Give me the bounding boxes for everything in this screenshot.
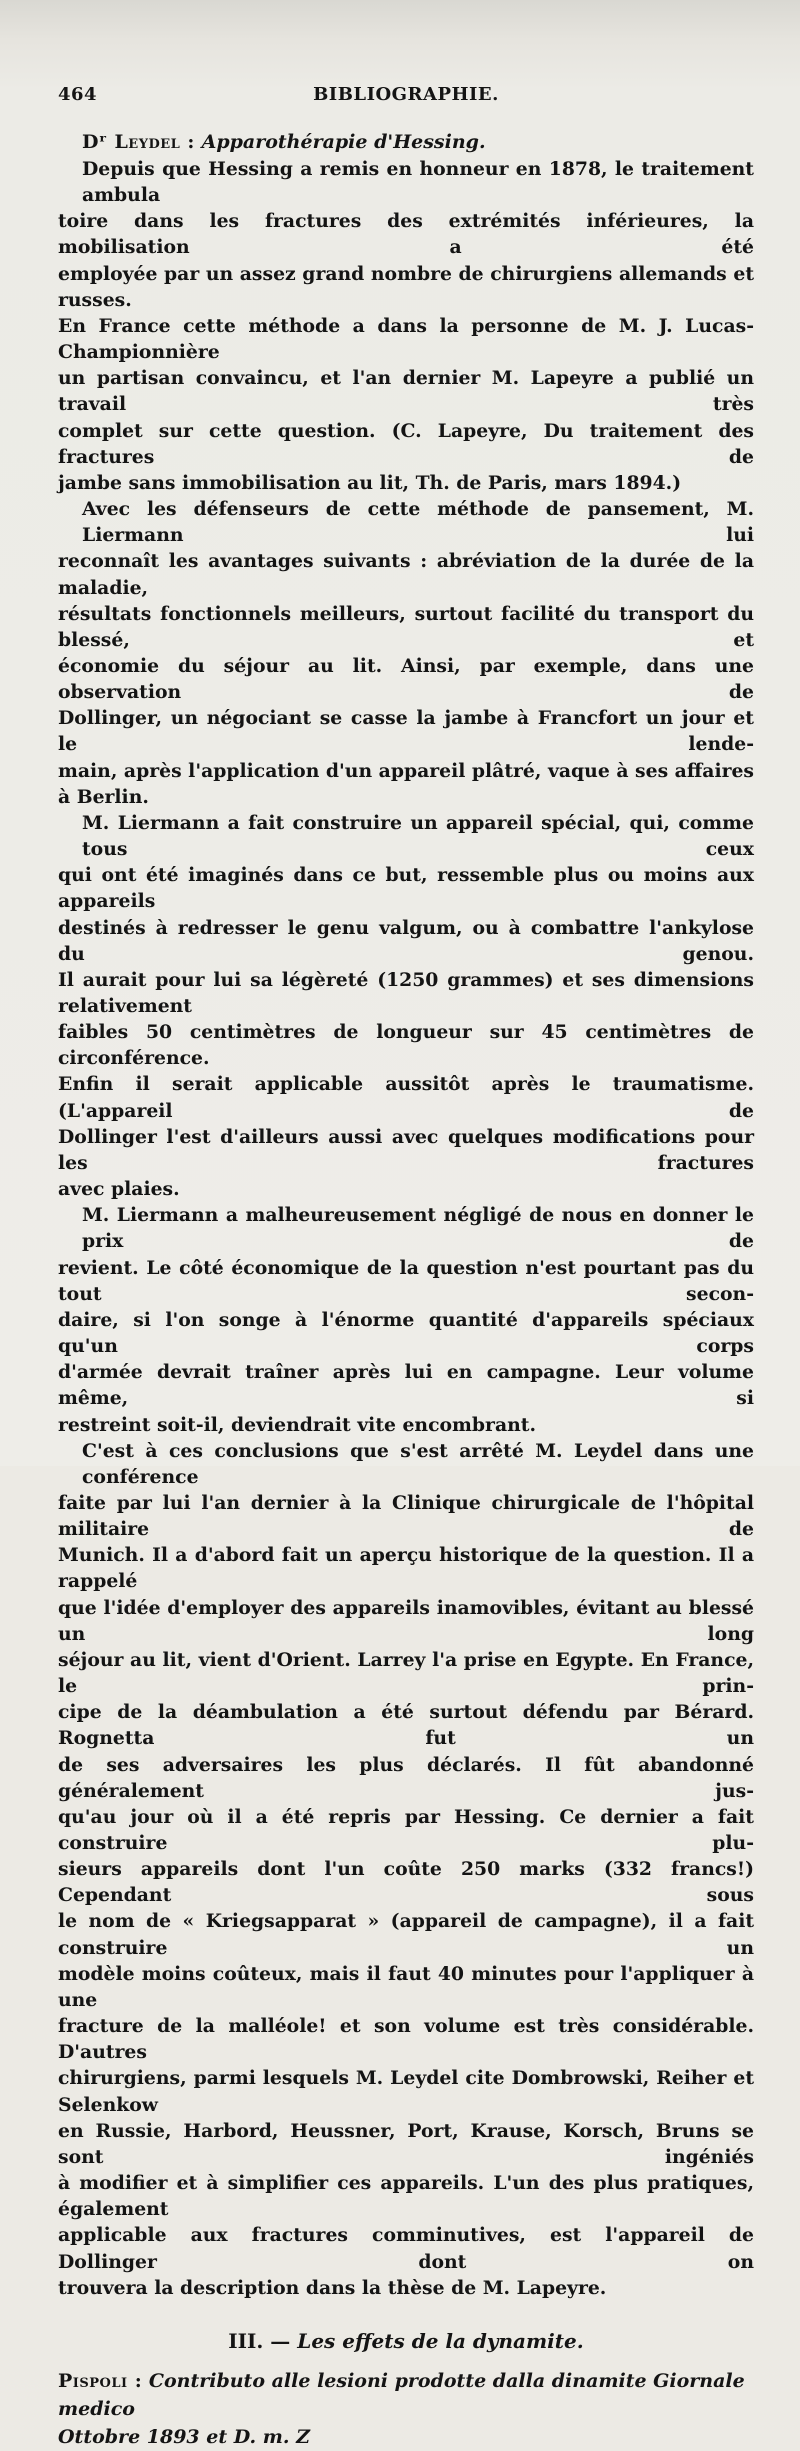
section-number: III. — [228,2328,291,2353]
text-line: à modifier et à simplifier ces appareils. L'un des plus pratiques, également [58,2172,754,2221]
text-line: jambe sans immobilisation au lit, Th. de Paris, mars 1894.) [58,471,682,494]
text-line: économie du séjour au lit. Ainsi, par exemple, dans une observation de [58,654,754,704]
text-line: Dollinger, un négociant se casse la jambe à Francfort un jour et le lende- [58,707,754,756]
text-line: qu'au jour où il a été repris par Hessing. Ce dernier a fait construire plu- [58,1805,754,1854]
entry-author: Dʳ Leydel : [82,131,195,153]
text-line: que l'idée d'employer des appareils inamovibles, évitant au blessé un long [58,1596,754,1645]
text-line: reconnaît les avantages suivants : abréviation de la durée de la maladie, [58,550,754,599]
text-line: employée par un assez grand nombre de chirurgiens allemands et russes. [58,262,754,311]
text-line: Il aurait pour lui sa légèreté (1250 grammes) et ses dimensions relativement [58,968,754,1017]
text-line: modèle moins coûteux, mais il faut 40 minutes pour l'appliquer à une [58,1962,754,2011]
text-line: M. Liermann a fait construire un appareil spécial, qui, comme tous ceux [82,811,754,861]
text-line: faite par lui l'an dernier à la Clinique chirurgicale de l'hôpital militaire de [58,1491,754,1541]
text-line: faibles 50 centimètres de longueur sur 45 centimètres de circonférence. [58,1021,754,1070]
text-line: avec plaies. [58,1178,180,1201]
text-line: résultats fonctionnels meilleurs, surtout facilité du transport du blessé, et [58,602,754,651]
text-line: complet sur cette question. (C. Lapeyre, Du traitement des fractures de [58,419,754,468]
text-line: Enfin il serait applicable aussitôt après le traumatisme. (L'appareil de [58,1073,754,1122]
paragraph [58,810,754,1202]
paragraph [58,1438,754,2301]
entry-title: Contributo alle lesioni prodotte dalla dinamite Giornale medico [58,2369,745,2420]
text-line: daire, si l'on songe à l'énorme quantité d'appareils spéciaux qu'un corps [58,1308,754,1358]
entry-title: Apparothérapie d'Hessing. [201,131,486,153]
text-line: un partisan convaincu, et l'an dernier M. Lapeyre a publié un travail très [58,367,754,416]
page-number: 464 [58,84,98,105]
text-line: qui ont été imaginés dans ce but, ressemble plus ou moins aux appareils [58,864,754,913]
text-line: En France cette méthode a dans la personne de M. J. Lucas-Championnière [58,314,754,364]
text-line: fracture de la malléole! et son volume est très considérable. D'autres [58,2015,754,2064]
entry-author: Pispoli : [58,2369,143,2392]
text-line: cipe de la déambulation a été surtout défendu par Bérard. Rognetta fut un [58,1701,754,1750]
text-line: applicable aux fractures comminutives, est l'appareil de Dollinger dont on [58,2224,754,2273]
text-line: Munich. Il a d'abord fait un aperçu historique de la question. Il a rappelé [58,1544,754,1593]
text-line: Depuis que Hessing a remis en honneur en 1878, le traitement ambula [82,158,754,207]
text-line: trouvera la description dans la thèse de M. Lapeyre. [58,2276,607,2299]
paragraph [58,1202,754,1437]
text-line: en Russie, Harbord, Heussner, Port, Krause, Korsch, Bruns se sont ingéniés [58,2119,754,2168]
paragraph [58,496,754,810]
bibliography-entry [58,2367,754,2451]
text-line: Dollinger l'est d'ailleurs aussi avec quelques modifications pour les fractures [58,1125,754,1174]
section-title: Les effets de la dynamite. [297,2328,584,2353]
text-line: séjour au lit, vient d'Orient. Larrey l'a prise en Egypte. En France, le prin- [58,1648,754,1698]
text-line: de ses adversaires les plus déclarés. Il fût abandonné généralement jus- [58,1753,754,1802]
text-line: le nom de « Kriegsapparat » (appareil de campagne), il a fait construire un [58,1910,754,1959]
text-line: sieurs appareils dont l'un coûte 250 marks (332 francs!) Cependant sous [58,1858,754,1907]
text-line: toire dans les fractures des extrémités inférieures, la mobilisation a été [58,210,754,259]
text-line: restreint soit-il, deviendrait vite encombrant. [58,1413,536,1436]
page-header [58,84,754,124]
paragraph [58,156,754,496]
section-heading [58,2327,754,2355]
text-line: chirurgiens, parmi lesquels M. Leydel cite Dombrowski, Reiher et Selenkow [58,2067,754,2116]
running-title: BIBLIOGRAPHIE. [313,84,499,105]
text-line: revient. Le côté économique de la question n'est pourtant pas du tout secon- [58,1256,754,1305]
article-body [58,156,754,2301]
text-line: Avec les défenseurs de cette méthode de pansement, M. Liermann lui [82,498,754,547]
entry-citation: Ottobre 1893 et D. m. Z [58,2425,310,2448]
entry-heading [82,128,754,156]
text-line: C'est à ces conclusions que s'est arrêté M. Leydel dans une conférence [82,1439,754,1488]
text-line: main, après l'application d'un appareil plâtré, vaque à ses affaires à Berlin. [58,759,754,808]
text-line: d'armée devrait traîner après lui en campagne. Leur volume même, si [58,1361,754,1410]
text-line: destinés à redresser le genu valgum, ou à combattre l'ankylose du genou. [58,916,754,965]
text-line: M. Liermann a malheureusement négligé de nous en donner le prix de [82,1204,754,1253]
